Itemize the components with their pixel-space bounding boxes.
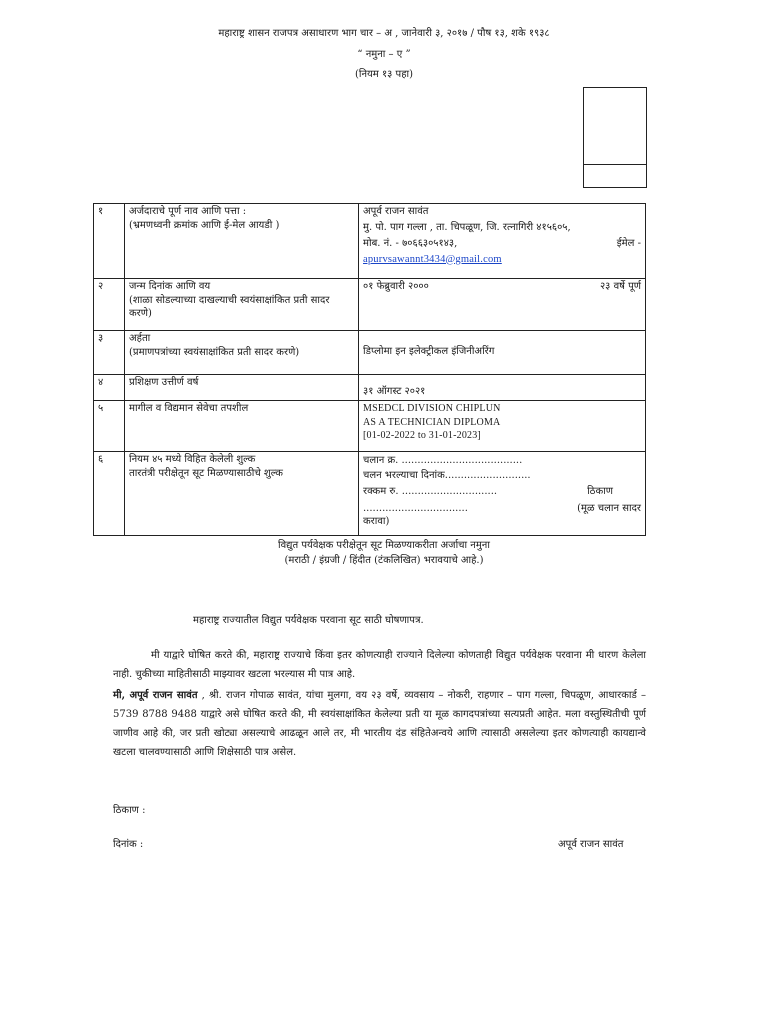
training-year-value: ३१ ऑगस्ट २०२१	[359, 375, 646, 401]
form-name: “ नमुना – ए ”	[357, 49, 411, 60]
row-number: ५	[94, 401, 125, 452]
mobile-number: मोब. नं. - ७०६६३०५१४३,	[363, 238, 458, 249]
place-field-label: ठिकाण :	[113, 805, 146, 816]
row-label	[125, 279, 359, 331]
challan-number: चलान क्र. ......................................	[363, 455, 523, 466]
email-link[interactable]: apurvsawannt3434@gmail.com	[363, 253, 502, 265]
declaration-paragraph-1: मी याद्वारे घोषित करते की, महाराष्ट्र राज्याचे किंवा इतर कोणत्याही राज्याने दिलेल्या कोणताही विद्युत पर्यवेक्षक परवाना मी धारण केलेला नाही. चुकीच्या माहितीसाठी माझ्यावर खटला भरल्यास मी पात्र आहे.	[113, 650, 646, 680]
note-line	[363, 502, 641, 516]
label-line: प्रशिक्षण उत्तीर्ण वर्ष	[129, 377, 199, 388]
row-number: २	[94, 279, 125, 331]
service-line: [01-02-2022 to 31-01-2023]	[363, 430, 481, 441]
applicant-signature: अपूर्व राजन सावंत	[558, 839, 624, 850]
label-line: मागील व विद्यमान सेवेचा तपशील	[129, 403, 249, 414]
table-row	[94, 204, 646, 279]
challan-note-continued: करावा)	[363, 516, 390, 527]
form-caption: विद्युत पर्यवेक्षक परीक्षेतून सूट मिळण्याकरीता अर्जाचा नमुना	[278, 540, 490, 551]
row-label	[125, 375, 359, 401]
declaration-text: , श्री. राजन गोपाळ सावंत, यांचा मुलगा, वय २३ वर्षे, व्यवसाय – नोकरी, राहणार – पाग गल्ला, चिपळूण, आधारकार्ड – 5739 8788 9488 याद्वारे असे घोषित करते की, मी स्वयंसाक्षांकित केलेल्या प्रती या मूळ कागदपत्रांच्या सत्यप्रती आहेत. मला वस्तुस्थितीची पूर्ण जाणीव आहे की, जर प्रती खोट्या असल्याचे आढळून आले तर, मी भारतीय दंड संहितेअन्वये आणि त्यासाठी असलेल्या इतर कोणत्याही कायद्यान्वे खटला चालवण्यासाठी आणि शिक्षेसाठी पात्र असेल.	[113, 690, 646, 758]
applicant-name: अपूर्व राजन सावंत	[363, 206, 429, 217]
declaration-title: महाराष्ट्र राज्यातील विद्युत पर्यवेक्षक परवाना सूट साठी घोषणापत्र.	[193, 615, 424, 626]
row-number: १	[94, 204, 125, 279]
table-row	[94, 452, 646, 536]
label-line: (शाळा सोडल्याच्या दाखल्याची स्वयंसाक्षांकित प्रती सादर करणे)	[129, 294, 330, 319]
declarant-name: मी, अपूर्व राजन सावंत	[113, 690, 198, 701]
amount: रक्कम रु. ..............................	[363, 486, 498, 497]
qualification-value: डिप्लोमा इन इलेक्ट्रीकल इंजिनीअरिंग	[359, 331, 646, 375]
row-number: ६	[94, 452, 125, 536]
row-number: ३	[94, 331, 125, 375]
label-line: (प्रमाणपत्रांच्या स्वयंसाक्षांकित प्रती सादर करणे)	[129, 346, 300, 358]
challan-date: चलन भरल्याचा दिनांक...........................	[363, 469, 531, 481]
label-line: जन्म दिनांक आणि वय	[129, 281, 211, 292]
application-form-table	[93, 203, 646, 536]
label-line: अर्हता	[129, 333, 151, 344]
table-row	[94, 375, 646, 401]
row-label	[125, 204, 359, 279]
contact-line	[363, 237, 641, 251]
row-label	[125, 401, 359, 452]
date-field-label: दिनांक :	[113, 839, 144, 850]
photo-box	[583, 87, 647, 188]
dob-age-line	[363, 280, 641, 294]
table-row	[94, 401, 646, 452]
row-value	[359, 204, 646, 279]
date-of-birth: ०१ फेब्रुवारी २०००	[363, 281, 429, 292]
email-label: ईमेल -	[616, 238, 641, 249]
label-line: (भ्रमणध्वनी क्रमांक आणि ई-मेल आयडी )	[129, 219, 280, 231]
table-row	[94, 279, 646, 331]
dotted-line: .................................	[363, 502, 468, 514]
age: २३ वर्षे पूर्ण	[599, 281, 641, 292]
table-row	[94, 331, 646, 375]
gazette-header: महाराष्ट्र शासन राजपत्र असाधारण भाग चार – अ , जानेवारी ३, २०१७ / पौष १३, शके १९३८	[218, 28, 550, 39]
label-line: नियम ४५ मध्ये विहित केलेली शुल्क	[129, 454, 256, 465]
declaration-paragraph-2	[113, 686, 646, 762]
form-caption-note: (मराठी / इंग्रजी / हिंदीत (टंकलिखित) भरावयाचे आहे.)	[284, 555, 484, 566]
row-label	[125, 452, 359, 536]
label-line: अर्जदाराचे पूर्ण नाव आणि पत्ता :	[129, 206, 247, 217]
signature-strip	[584, 164, 646, 187]
row-label	[125, 331, 359, 375]
amount-line	[363, 485, 641, 499]
row-number: ४	[94, 375, 125, 401]
service-details	[359, 401, 646, 452]
fee-details	[359, 452, 646, 536]
place-label: ठिकाण	[587, 486, 613, 497]
rule-reference: (नियम १३ पहा)	[354, 69, 414, 80]
challan-note: (मूळ चलान सादर	[577, 502, 641, 514]
label-line: तारतंत्री परीक्षेतून सूट मिळण्यासाठीचे शुल्क	[129, 467, 283, 479]
service-line: AS A TECHNICIAN DIPLOMA	[363, 416, 501, 428]
applicant-address: मु. पो. पाग गल्ला , ता. चिपळूण, जि. रत्नागिरी ४१५६०५,	[363, 221, 571, 233]
service-line: MSEDCL DIVISION CHIPLUN	[363, 403, 501, 414]
row-value	[359, 279, 646, 331]
